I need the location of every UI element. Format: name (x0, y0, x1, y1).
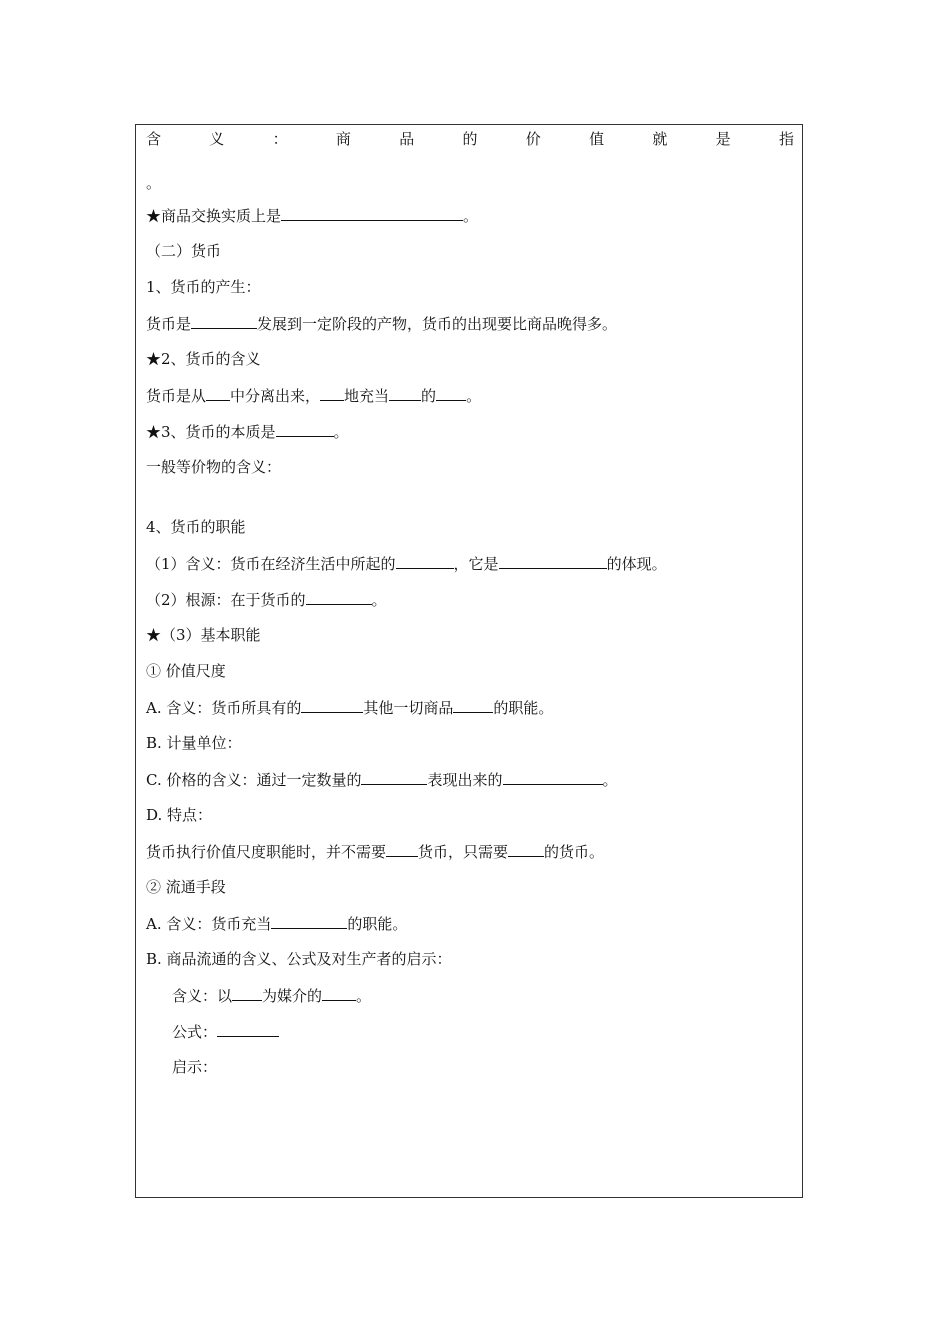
circulation-meaning-blank-1[interactable] (232, 985, 262, 1001)
measure-a: A. 含义：货币所具有的 其他一切商品 的职能。 (146, 699, 554, 717)
origin-blank[interactable] (191, 313, 257, 329)
circulation-insight: 启示： (172, 1058, 218, 1076)
value-definition-char: 品 (399, 130, 415, 148)
measure-c-blank-2[interactable] (503, 769, 603, 785)
value-definition-line (146, 129, 794, 149)
meaning-blank-3[interactable] (389, 385, 421, 401)
functions-role-blank[interactable] (396, 553, 454, 569)
circulation-formula-blank[interactable] (217, 1021, 279, 1037)
value-definition-char: 就 (652, 130, 668, 148)
measure-c: C. 价格的含义：通过一定数量的 表现出来的 。 (146, 771, 618, 789)
equivalent-meaning: 一般等价物的含义： (146, 458, 282, 476)
circulation-b: B. 商品流通的含义、公式及对生产者的启示： (146, 950, 452, 968)
value-definition-char: 含 (146, 130, 162, 148)
value-definition-char: 的 (462, 130, 478, 148)
measure-heading: ① 价值尺度 (146, 662, 226, 680)
circulation-a-blank[interactable] (271, 913, 347, 929)
meaning-blank-1[interactable] (206, 385, 230, 401)
value-definition-char: 指 (778, 130, 794, 148)
measure-b: B. 计量单位： (146, 734, 242, 752)
functions-source-blank[interactable] (306, 589, 372, 605)
exchange-essence-blank[interactable] (281, 205, 463, 221)
origin-heading: 1、货币的产生： (146, 278, 261, 296)
circulation-heading: ② 流通手段 (146, 878, 226, 896)
circulation-a: A. 含义：货币充当 的职能。 (146, 915, 408, 933)
meaning-blank-4[interactable] (436, 385, 466, 401)
functions-meaning: （1）含义：货币在经济生活中所起的 ，它是 的体现。 (146, 555, 667, 573)
measure-a-blank-1[interactable] (301, 697, 363, 713)
meaning-blank-2[interactable] (320, 385, 344, 401)
value-definition-char: 价 (525, 130, 541, 148)
meaning-text: 货币是从 中分离出来， 地充当 的 。 (146, 387, 482, 405)
essence-blank[interactable] (276, 421, 334, 437)
measure-d-blank-1[interactable] (386, 841, 418, 857)
functions-heading: 4、货币的职能 (146, 518, 246, 536)
value-definition-char: ： (272, 130, 288, 148)
basic-functions-heading: ★（3）基本职能 (146, 626, 261, 644)
value-definition-char: 义 (209, 130, 225, 148)
origin-text: 货币是 发展到一定阶段的产物，货币的出现要比商品晚得多。 (146, 315, 618, 333)
functions-reflect-blank[interactable] (499, 553, 607, 569)
exchange-essence-line: ★商品交换实质上是 。 (146, 207, 479, 225)
value-definition-char: 商 (335, 130, 351, 148)
functions-source: （2）根源：在于货币的 。 (146, 591, 387, 609)
meaning-heading: ★2、货币的含义 (146, 350, 261, 368)
measure-d: D. 特点： (146, 806, 213, 824)
worksheet-box (135, 124, 803, 1198)
essence-line: ★3、货币的本质是 。 (146, 423, 349, 441)
measure-c-blank-1[interactable] (361, 769, 427, 785)
circulation-meaning-blank-2[interactable] (322, 985, 356, 1001)
circulation-meaning: 含义：以 为媒介的 。 (172, 987, 372, 1005)
measure-d-blank-2[interactable] (508, 841, 544, 857)
value-definition-char: 值 (589, 130, 605, 148)
measure-a-blank-2[interactable] (453, 697, 493, 713)
measure-d-text: 货币执行价值尺度职能时，并不需要 货币，只需要 的货币。 (146, 843, 605, 861)
circulation-formula: 公式： (172, 1021, 279, 1042)
value-definition-char: 是 (715, 130, 731, 148)
value-definition-end: 。 (146, 174, 162, 192)
section-money-heading: （二）货币 (146, 242, 222, 260)
